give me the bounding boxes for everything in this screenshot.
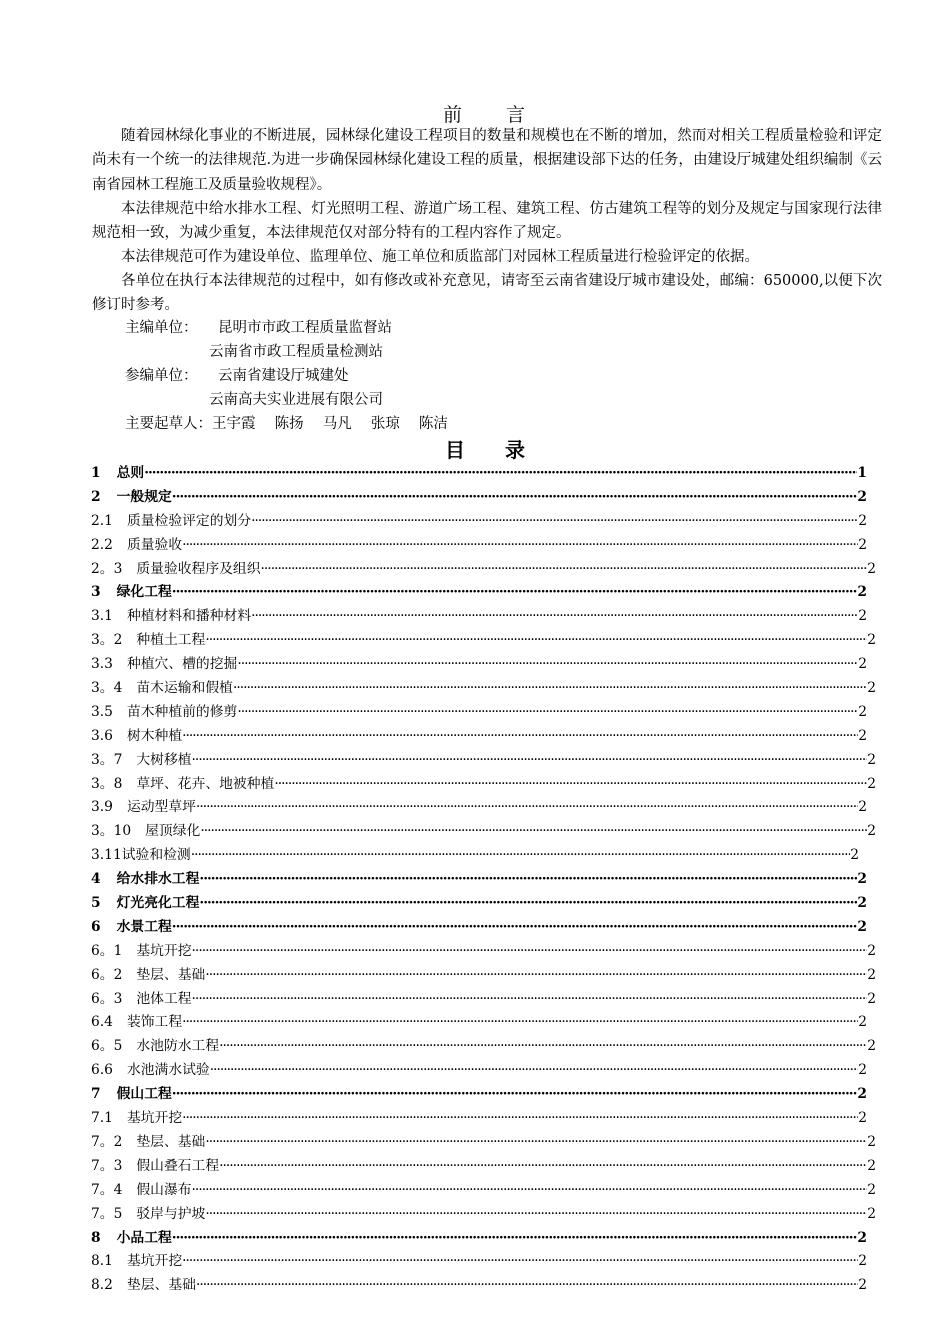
toc-entry-page: 2 [858,608,867,625]
toc-entry[interactable] [91,509,867,533]
toc-entry-number: 6。1 [91,942,123,959]
toc-entry-number: 3.6 [91,727,113,744]
toc-entry-label: 装饰工程 [126,1014,183,1031]
toc-entry-label: 灯光亮化工程 [116,895,200,912]
toc-entry-label: 绿化工程 [116,584,172,601]
toc-entry-page: 2 [867,751,876,768]
toc-leader-dots [182,537,858,553]
toc-entry-label: 给水排水工程 [116,871,200,888]
toc-leader-dots [196,1277,858,1293]
preface-paragraph-1: 随着园林绿化事业的不断进展，园林绿化建设工程项目的数量和规模也在不断的增加，然而对相关工程质量检验和评定尚未有一个统一的法律规范.为进一步确保园林绿化建设工程的质量，根据建设部下达的任务，由建设厅城建处组织编制《云南省园林工程施工及质量验收规程》。 [92,128,882,193]
toc-leader-dots [191,847,851,863]
toc-entry-number: 3.1 [91,608,113,625]
toc-leader-dots [144,465,857,481]
toc-leader-dots [199,895,857,911]
toc-leader-dots [205,1206,867,1222]
toc-entry-label: 垫层、基础 [136,1133,206,1150]
toc-entry-number: 3。2 [91,632,123,649]
table-of-contents [91,461,876,1297]
toc-entry-number: 3。7 [91,751,123,768]
toc-leader-dots [182,728,858,744]
toc-entry[interactable] [91,1034,876,1058]
toc-entry-page: 2 [858,1110,867,1127]
toc-leader-dots [172,584,858,600]
toc-entry[interactable] [91,891,867,915]
toc-entry[interactable] [91,1010,867,1034]
toc-entry[interactable] [91,580,867,604]
toc-entry-number: 4 [91,871,101,888]
toc-leader-dots [261,561,868,577]
toc-entry[interactable] [91,604,867,628]
chief-editor-unit-2: 云南省市政工程质量检测站 [209,344,383,360]
toc-entry-label: 垫层、基础 [136,966,206,983]
toc-entry[interactable] [91,1058,867,1082]
co-editor-unit-1: 云南省建设厅城建处 [218,368,349,384]
toc-entry-label: 假山工程 [116,1086,172,1103]
toc-leader-dots [200,823,867,839]
chief-editor-label: 主编单位： [125,320,198,336]
toc-entry[interactable] [91,628,876,652]
toc-entry-number: 7。4 [91,1181,123,1198]
toc-entry-page: 2 [867,1181,876,1198]
toc-entry[interactable] [91,700,867,724]
toc-entry[interactable] [91,748,876,772]
toc-entry-label: 假山叠石工程 [136,1157,220,1174]
toc-entry-number: 8.1 [91,1253,113,1270]
toc-entry-label: 试验和检测 [121,847,191,864]
toc-entry-page: 2 [867,966,876,983]
toc-leader-dots [205,967,867,983]
toc-entry-number: 2 [91,488,101,505]
toc-entry-label: 基坑开挖 [126,1110,183,1127]
toc-leader-dots [192,991,868,1007]
toc-leader-dots [274,776,867,792]
co-editor-label: 参编单位： [125,368,198,384]
toc-entry-label: 假山瀑布 [136,1181,192,1198]
toc-entry-label: 屋顶绿化 [145,823,201,840]
toc-entry-number: 7。2 [91,1133,123,1150]
toc-entry-page: 2 [867,1038,876,1055]
toc-leader-dots [251,513,858,529]
toc-entry-label: 草坪、花卉、地被种植 [136,775,275,792]
toc-entry-number: 6 [91,918,101,935]
toc-leader-dots [172,1230,858,1246]
toc-entry[interactable] [91,987,876,1011]
toc-entry[interactable] [91,533,867,557]
toc-entry-page: 2 [858,1062,867,1079]
toc-entry-page: 2 [858,656,867,673]
co-editor-unit-2: 云南高夫实业进展有限公司 [209,392,383,408]
toc-entry-number: 8.2 [91,1277,113,1294]
toc-entry-number: 3.9 [91,799,113,816]
toc-entry-number: 3。8 [91,775,123,792]
toc-entry-label: 种植土工程 [136,632,206,649]
toc-entry-page: 2 [867,632,876,649]
toc-entry[interactable] [91,557,876,581]
toc-entry-label: 种植材料和播种材料 [126,608,252,625]
toc-entry-label: 苗木运输和假植 [136,680,233,697]
toc-leader-dots [172,919,858,935]
toc-entry-page: 1 [857,465,867,481]
toc-entry-label: 质量验收程序及组织 [136,560,261,577]
toc-entry-label: 水景工程 [116,918,172,935]
toc-entry[interactable] [91,795,867,819]
toc-leader-dots [182,1014,858,1030]
toc-leader-dots [192,943,868,959]
toc-entry-number: 3 [91,584,101,601]
toc-entry[interactable] [91,963,876,987]
toc-leader-dots [237,704,858,720]
toc-entry[interactable] [91,1202,876,1226]
toc-entry-label: 运动型草坪 [126,799,196,816]
toc-entry-page: 2 [857,1086,867,1103]
toc-title: 目 录 [445,438,525,462]
toc-entry[interactable] [91,1154,876,1178]
toc-entry-number: 8 [91,1229,101,1246]
toc-entry-number: 3.3 [91,656,113,673]
toc-entry-label: 质量验收 [126,536,183,553]
toc-entry[interactable] [91,772,876,796]
toc-leader-dots [199,871,857,887]
toc-entry-number: 2.2 [91,536,113,553]
preface-paragraph-2: 本法律规范中给水排水工程、灯光照明工程、游道广场工程、建筑工程、仿古建筑工程等的划分及规定与国家现行法律规范相一致，为减少重复，本法律规范仅对部分特有的工程内容作了规定。 [92,201,882,242]
toc-entry[interactable] [91,1082,867,1106]
toc-entry[interactable] [91,724,867,748]
toc-entry-page: 2 [857,918,867,935]
toc-entry-number: 6。5 [91,1038,123,1055]
toc-entry[interactable] [91,1273,867,1297]
toc-entry-label: 总则 [116,465,145,481]
toc-entry-page: 2 [858,1014,867,1031]
toc-entry[interactable] [91,1130,876,1154]
toc-entry-page: 2 [867,823,876,840]
toc-entry-label: 基坑开挖 [126,1253,183,1270]
toc-entry-label: 质量检验评定的划分 [126,512,252,529]
toc-entry-page: 2 [858,512,867,529]
toc-entry-number: 3.5 [91,703,113,720]
toc-entry-page: 2 [858,536,867,553]
toc-entry-page: 2 [857,488,867,505]
toc-entry-label: 水池满水试验 [126,1062,210,1079]
toc-entry-page: 2 [867,1133,876,1150]
toc-entry-page: 2 [867,942,876,959]
toc-entry-number: 2。3 [91,560,123,577]
toc-entry[interactable] [91,915,867,939]
toc-entry[interactable] [91,867,867,891]
toc-entry[interactable] [91,461,867,485]
toc-leader-dots [192,1182,868,1198]
toc-entry-page: 2 [867,1157,876,1174]
toc-leader-dots [233,680,867,696]
toc-leader-dots [182,1253,858,1269]
toc-entry-label: 大树移植 [136,751,192,768]
toc-entry-label: 池体工程 [136,990,192,1007]
toc-entry-number: 6。2 [91,966,123,983]
toc-leader-dots [192,752,868,768]
toc-entry[interactable] [91,1249,867,1273]
toc-entry[interactable] [91,1106,867,1130]
toc-entry-page: 2 [867,1205,876,1222]
toc-entry-page: 2 [858,703,867,720]
toc-entry-label: 一般规定 [116,488,172,505]
toc-entry-label: 基坑开挖 [136,942,192,959]
toc-leader-dots [237,656,858,672]
chief-editor-unit-1: 昆明市市政工程质量监督站 [218,320,392,336]
toc-leader-dots [251,608,858,624]
toc-entry[interactable] [91,1178,876,1202]
toc-entry-page: 2 [858,1253,867,1270]
toc-entry-label: 树木种植 [126,727,183,744]
toc-leader-dots [219,1038,867,1054]
toc-entry-page: 2 [867,680,876,697]
preface-paragraph-4: 各单位在执行本法律规范的过程中，如有修改或补充意见，请寄至云南省建设厅城市建设处，邮编：650000,以便下次修订时参考。 [92,273,882,314]
toc-leader-dots [172,489,858,505]
toc-entry-number: 6.4 [91,1014,113,1031]
toc-entry-number: 1 [91,465,101,481]
toc-entry[interactable] [91,939,876,963]
toc-entry-page: 2 [867,990,876,1007]
toc-entry-label: 垫层、基础 [126,1277,196,1294]
toc-entry[interactable] [91,843,867,867]
toc-entry-label: 水池防水工程 [136,1038,220,1055]
toc-entry[interactable] [91,819,876,843]
toc-entry-number: 3.11 [91,847,122,864]
toc-entry-label: 苗木种植前的修剪 [126,703,238,720]
toc-leader-dots [205,632,867,648]
toc-entry-number: 7。3 [91,1157,123,1174]
toc-leader-dots [172,1086,858,1102]
toc-entry-label: 小品工程 [116,1229,172,1246]
toc-leader-dots [196,799,858,815]
toc-entry-number: 6.6 [91,1062,113,1079]
toc-entry-number: 3。10 [91,823,132,840]
toc-entry-page: 2 [857,895,867,912]
main-drafters: 主要起草人：王宇霞 陈扬 马凡 张琼 陈洁 [125,416,448,432]
toc-entry[interactable] [91,485,867,509]
preface-title: 前 言 [442,104,527,126]
toc-entry-page: 2 [850,847,859,864]
toc-entry[interactable] [91,1226,867,1250]
toc-leader-dots [219,1158,867,1174]
toc-entry-number: 6。3 [91,990,123,1007]
toc-entry-number: 7。5 [91,1205,123,1222]
toc-entry-number: 7.1 [91,1110,113,1127]
toc-entry-page: 2 [857,1229,867,1246]
toc-entry-label: 种植穴、槽的挖掘 [126,656,238,673]
toc-entry-page: 2 [857,584,867,601]
toc-entry-page: 2 [867,560,876,577]
toc-entry-number: 7 [91,1086,101,1103]
toc-entry[interactable] [91,676,876,700]
toc-leader-dots [210,1062,858,1078]
toc-entry-page: 2 [857,871,867,888]
toc-leader-dots [182,1110,858,1126]
toc-entry-page: 2 [858,727,867,744]
toc-entry-number: 3。4 [91,680,123,697]
toc-entry[interactable] [91,652,867,676]
toc-leader-dots [205,1134,867,1150]
toc-entry-page: 2 [858,1277,867,1294]
toc-entry-label: 驳岸与护坡 [136,1205,206,1222]
toc-entry-number: 2.1 [91,512,113,529]
toc-entry-page: 2 [867,775,876,792]
preface-paragraph-3: 本法律规范可作为建设单位、监理单位、施工单位和质监部门对园林工程质量进行检验评定的依据。 [121,249,759,265]
toc-entry-number: 5 [91,895,101,912]
toc-entry-page: 2 [858,799,867,816]
